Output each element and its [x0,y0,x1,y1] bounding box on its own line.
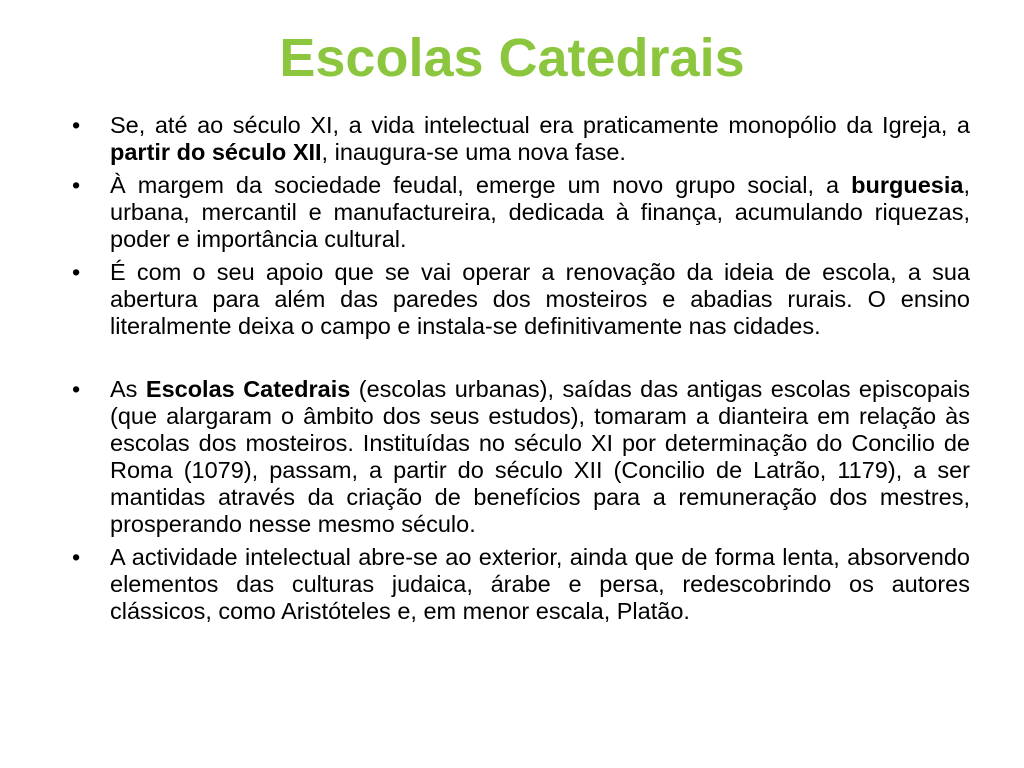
bullet-text-part: (escolas urbanas), saídas das antigas escolas episcopais (que alargaram o âmbito dos seus estudos), tomaram a dianteira em relação às escolas dos mosteiros. Instituídas no século XI por determinação do Concilio de Roma (1079), passam, a partir do século XII (Concilio de Latrão, 1179), a ser mantidas através da criação de benefícios para a remuneração dos mestres, prosperando nesse mesmo século. [110,376,970,537]
bullet-list [72,112,970,631]
bullet-marker: • [72,376,81,402]
bullet-emphasis: Escolas Catedrais [145,376,351,402]
bullet-text-part: A actividade intelectual abre-se ao exterior, ainda que de forma lenta, absorvendo elementos das culturas judaica, árabe e persa, redescobrindo os autores clássicos, como Aristóteles e, em menor escala, Platão. [110,544,970,624]
bullet-text-part: , inaugura-se uma nova fase. [321,139,626,165]
bullet-item-1 [72,112,970,166]
bullet-text-part: As [110,376,146,402]
bullet-item-3 [72,259,970,340]
bullet-text [110,544,970,624]
bullet-marker: • [72,172,81,198]
bullet-marker: • [72,112,81,138]
bullet-emphasis: partir do século XII [110,139,322,165]
bullet-item-5 [72,544,970,625]
bullet-text-part: , urbana, mercantil e manufactureira, dedicada à finança, acumulando riquezas, poder e importância cultural. [110,172,970,252]
bullet-marker: • [72,544,81,570]
bullet-text-part: Se, até ao século XI, a vida intelectual era praticamente monopólio da Igreja, a [110,112,970,138]
bullet-text-part: À margem da sociedade feudal, emerge um novo grupo social, a [110,172,852,198]
bullet-text [110,376,970,537]
bullet-marker: • [72,259,81,285]
slide-title: Escolas Catedrais [279,28,745,88]
bullet-text [110,172,970,252]
bullet-emphasis: burguesia [851,172,964,198]
bullet-text [110,112,970,165]
bullet-item-2 [72,172,970,253]
bullet-text-part: É com o seu apoio que se vai operar a renovação da ideia de escola, a sua abertura para além das paredes dos mosteiros e abadias rurais. O ensino literalmente deixa o campo e instala-se definitivamente nas cidades. [110,259,970,339]
bullet-item-4 [72,376,970,538]
bullet-text [110,259,970,339]
